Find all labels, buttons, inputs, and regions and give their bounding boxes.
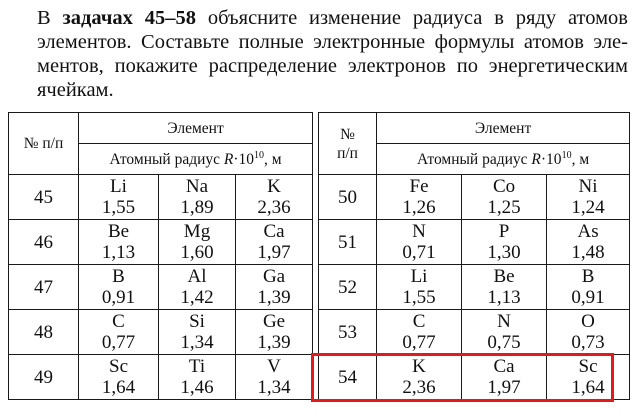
left-radius-header: Атомный радиус $R\cdot 10^{10}$, м <box>79 144 313 175</box>
left-num-header: № п/п <box>9 113 79 175</box>
element-cell: Li 1,55 <box>377 265 462 310</box>
element-cell: Na 1,89 <box>159 175 236 220</box>
element-cell: Co 1,25 <box>462 175 547 220</box>
element-cell: Ca 1,97 <box>462 355 547 400</box>
element-cell: B 0,91 <box>547 265 630 310</box>
element-cell: K 2,36 <box>377 355 462 400</box>
element-cell: V 1,34 <box>236 355 313 400</box>
intro-line-2: элементов. Составьте полные электронные формулы атомов эле- <box>37 31 628 53</box>
task-number: 53 <box>319 310 377 355</box>
task-number: 48 <box>9 310 79 355</box>
element-cell: Sc 1,64 <box>79 355 159 400</box>
intro-line-3: ментов, покажите распределение электронов по энергетическим <box>37 55 628 77</box>
element-cell: K 2,36 <box>236 175 313 220</box>
element-cell: Si 1,34 <box>159 310 236 355</box>
element-cell: As 1,48 <box>547 220 630 265</box>
element-cell: O 0,73 <box>547 310 630 355</box>
element-cell: N 0,75 <box>462 310 547 355</box>
element-cell: C 0,77 <box>377 310 462 355</box>
task-range: задачах 45–58 <box>62 7 197 29</box>
element-cell: C 0,77 <box>79 310 159 355</box>
element-cell: Ti 1,46 <box>159 355 236 400</box>
element-cell: Be 1,13 <box>462 265 547 310</box>
intro-line-4: ячейкам. <box>37 79 114 101</box>
task-number: 52 <box>319 265 377 310</box>
task-number: 51 <box>319 220 377 265</box>
element-cell: N 0,71 <box>377 220 462 265</box>
table-row <box>9 175 630 220</box>
element-cell: B 0,91 <box>79 265 159 310</box>
table-row <box>9 310 630 355</box>
right-radius-header: Атомный радиус $R\cdot 10^{10}$, м <box>377 144 630 175</box>
task-number: 54 <box>319 355 377 400</box>
element-cell: Ni 1,24 <box>547 175 630 220</box>
element-cell: Ge 1,39 <box>236 310 313 355</box>
task-number: 49 <box>9 355 79 400</box>
element-cell: Li 1,55 <box>79 175 159 220</box>
table-row <box>9 220 630 265</box>
element-cell: Ca 1,97 <box>236 220 313 265</box>
problem-statement <box>10 6 628 102</box>
task-number: 47 <box>9 265 79 310</box>
element-cell: Be 1,13 <box>79 220 159 265</box>
element-cell: P 1,30 <box>462 220 547 265</box>
intro-line-1: В задачах 45–58 объясните изменение радиуса в ряду атомов <box>37 7 628 29</box>
table-row <box>9 265 630 310</box>
right-num-header: № п/п <box>319 113 377 175</box>
task-number: 45 <box>9 175 79 220</box>
right-element-header: Элемент <box>377 113 630 144</box>
element-cell: Ga 1,39 <box>236 265 313 310</box>
element-cell: Al 1,42 <box>159 265 236 310</box>
table-row <box>9 355 630 400</box>
task-number: 46 <box>9 220 79 265</box>
element-cell: Sc 1,64 <box>547 355 630 400</box>
element-cell: Mg 1,60 <box>159 220 236 265</box>
header-row-1 <box>9 113 630 144</box>
left-element-header: Элемент <box>79 113 313 144</box>
task-number: 50 <box>319 175 377 220</box>
atomic-radius-table <box>8 112 630 400</box>
element-cell: Fe 1,26 <box>377 175 462 220</box>
